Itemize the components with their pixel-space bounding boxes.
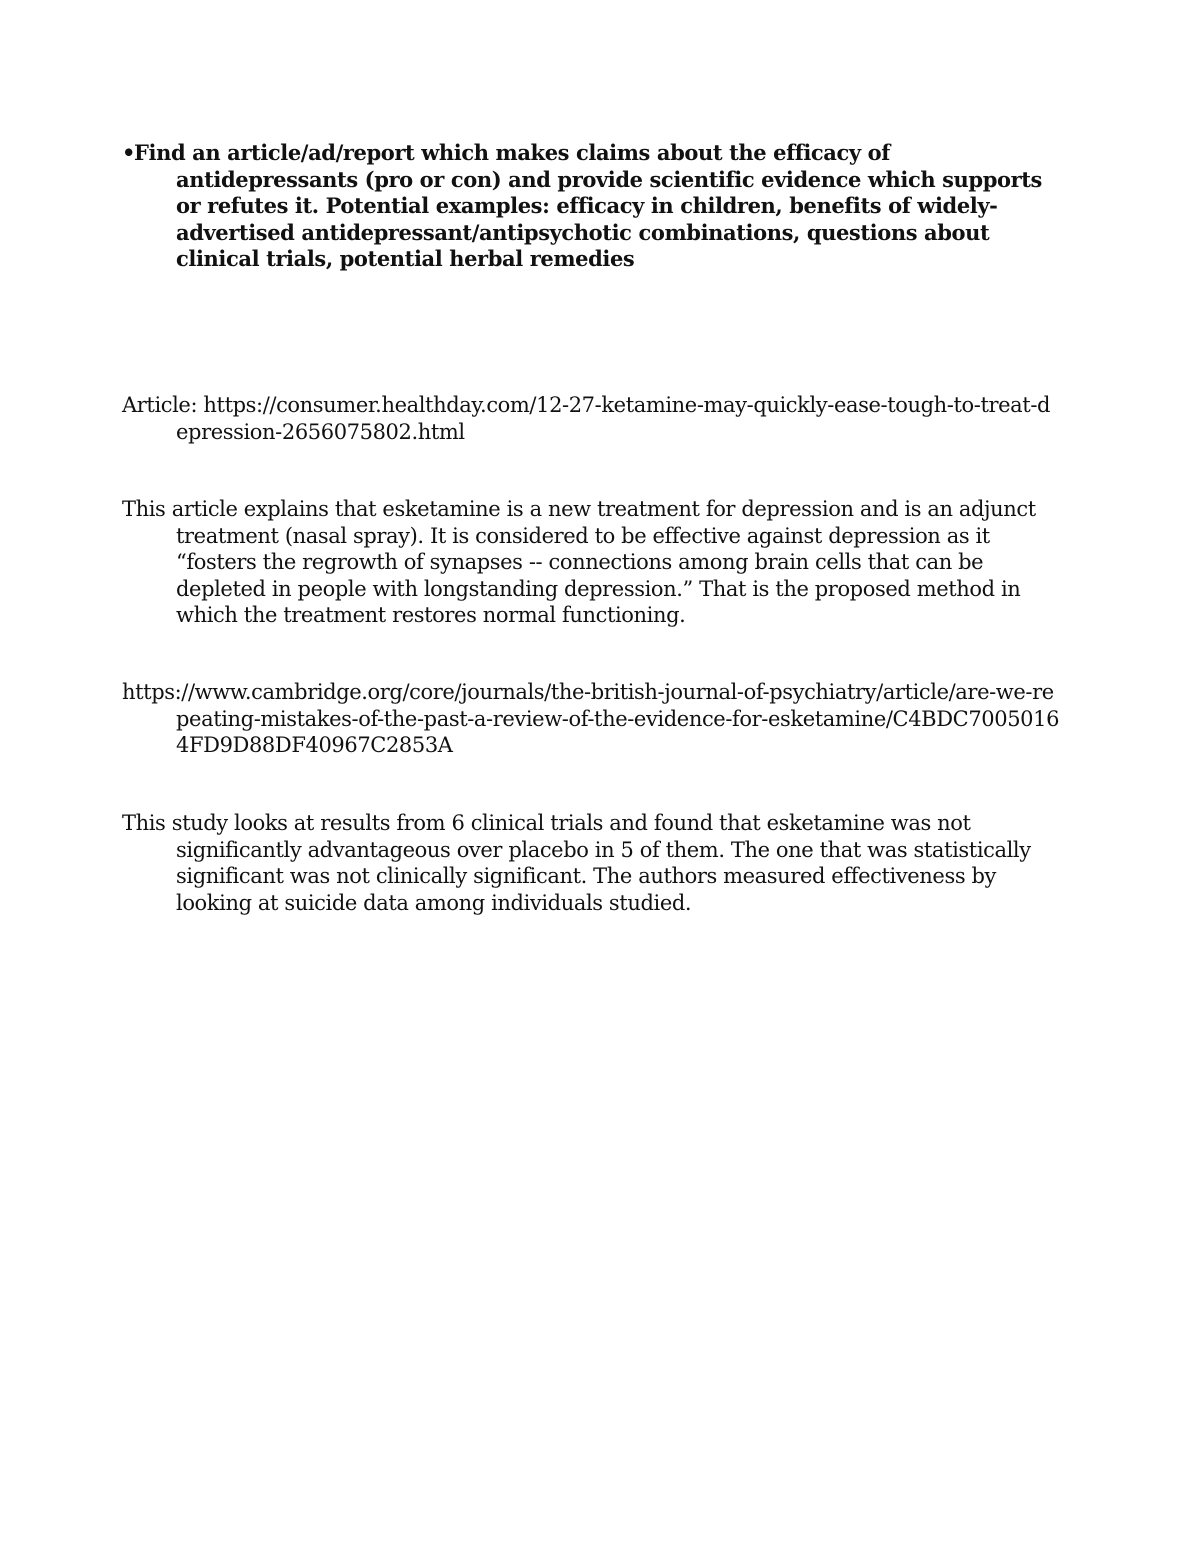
article-label: Article:: [122, 393, 198, 417]
article-reference-paragraph: [122, 392, 1062, 445]
bullet-glyph: •: [122, 140, 136, 165]
article-url[interactable]: https://consumer.healthday.com/12-27-ketamine-may-quickly-ease-tough-to-treat-depression-2656075802.html: [176, 393, 1051, 444]
article-summary-text: This article explains that esketamine is a new treatment for depression and is an adjunct treatment (nasal spray). It is considered to be effective against depression as it “fosters the regrowth of synapses -- connections among brain cells that can be depleted in people with longstanding depression.” That is the proposed method in which the treatment restores normal functioning.: [122, 497, 1036, 628]
study-summary: [122, 810, 1062, 916]
study-url[interactable]: https://www.cambridge.org/core/journals/the-british-journal-of-psychiatry/article/are-we-repeating-mistakes-of-the-past-a-review-of-the-evidence-for-esketamine/C4BDC70050164FD9D88DF40967C2853A: [122, 680, 1060, 758]
assignment-prompt: [122, 140, 1062, 273]
assignment-prompt-text: Find an article/ad/report which makes claims about the efficacy of antidepressants (pro or con) and provide scientific evidence which supports or refutes it. Potential examples: efficacy in children, benefits of widely-advertised antidepressant/antipsychotic combinations, questions about clinical trials, potential herbal remedies: [134, 140, 1042, 272]
study-summary-text: This study looks at results from 6 clinical trials and found that esketamine was not significantly advantageous over placebo in 5 of them. The one that was statistically significant was not clinically significant. The authors measured effectiveness by looking at suicide data among individuals studied.: [122, 811, 1031, 915]
assignment-prompt-paragraph: [122, 140, 1062, 273]
article-summary: [122, 496, 1062, 629]
article-reference: [122, 392, 1062, 445]
study-reference: [122, 679, 1062, 759]
